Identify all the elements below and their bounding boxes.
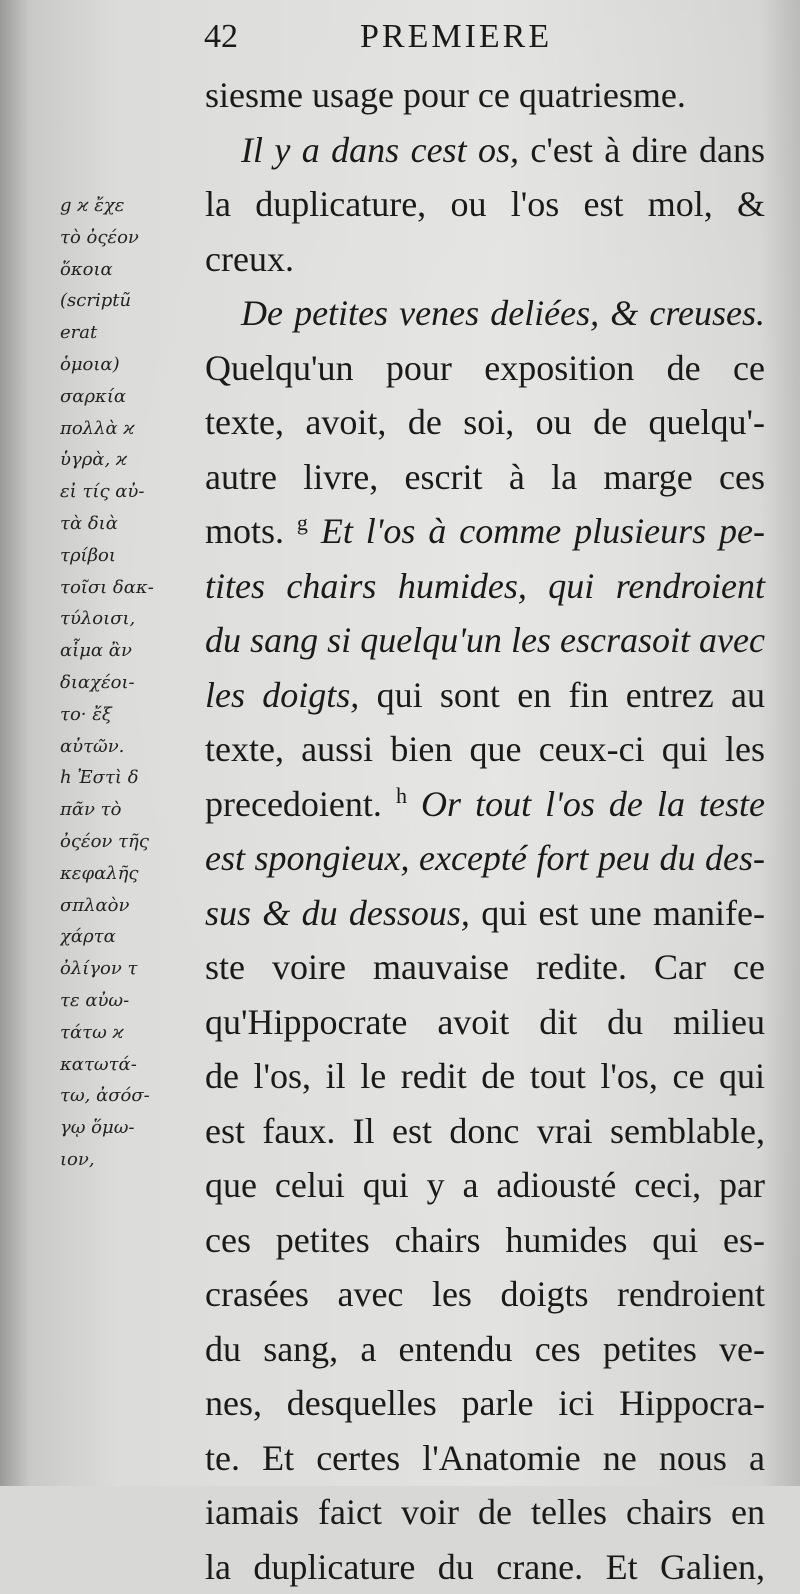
text-line: que celui qui y a adiousté ceci, par xyxy=(205,1158,765,1213)
margin-note-line: εἰ τίς αὐ- xyxy=(60,476,208,508)
text-line: ces petites chairs humides qui es- xyxy=(205,1213,765,1268)
text-line: iamais faict voir de telles chairs en xyxy=(205,1485,765,1540)
margin-note-line: τοῖσι δακ- xyxy=(60,572,208,604)
text-italic: Et l'os à comme plusieurs pe- xyxy=(308,511,765,551)
margin-note-line: κατωτά- xyxy=(60,1049,208,1081)
text-line: te. Et certes l'Anatomie ne nous a xyxy=(205,1431,765,1486)
text-italic: Il y a dans cest os, xyxy=(241,130,519,170)
text-italic: sus & du dessous, xyxy=(205,893,470,933)
text-line: tites chairs humides, qui rendroient xyxy=(205,559,765,614)
margin-note-line: πᾶν τὸ xyxy=(60,794,208,826)
text-line: la duplicature du crane. Et Galien, xyxy=(205,1540,765,1594)
margin-note-line: σπλαὸν xyxy=(60,890,208,922)
margin-note-line: τύλοισι, xyxy=(60,603,208,635)
text-line xyxy=(205,668,765,723)
margin-note-line: h Ἐστὶ δ xyxy=(60,762,208,794)
margin-note-line: κεφαλῆς xyxy=(60,858,208,890)
margin-note-line: erat xyxy=(60,317,208,349)
text-line: ste voire mauvaise redite. Car ce xyxy=(205,940,765,995)
note-marker-h: h xyxy=(396,783,407,808)
running-head: PREMIERE xyxy=(360,18,552,56)
text-roman: qui est une manife- xyxy=(470,893,765,933)
text-line: la duplicature, ou l'os est mol, & xyxy=(205,177,765,232)
text-line: texte, avoit, de soi, ou de quelqu'- xyxy=(205,395,765,450)
margin-note-line: το· ἔξ xyxy=(60,699,208,731)
margin-note-line: τρίβοι xyxy=(60,540,208,572)
margin-note-line: αἷμα ἂν xyxy=(60,635,208,667)
text-roman: qui sont en fin entrez au xyxy=(359,675,765,715)
text-line: crasées avec les doigts rendroient xyxy=(205,1267,765,1322)
text-line: siesme usage pour ce quatriesme. xyxy=(205,68,765,123)
margin-note-line: τὸ ὀςέον xyxy=(60,222,208,254)
margin-note-line: αὐτῶν. xyxy=(60,731,208,763)
margin-note-line: σαρκία xyxy=(60,381,208,413)
margin-notes xyxy=(60,190,208,1176)
text-line xyxy=(205,777,765,832)
text-italic: Or tout l'os de la teste xyxy=(407,784,765,824)
text-line: creux. xyxy=(205,232,765,287)
text-line xyxy=(205,123,765,178)
margin-note-line: γῳ ὅμω- xyxy=(60,1112,208,1144)
text-line: Quelqu'un pour exposition de ce xyxy=(205,341,765,396)
text-line: qu'Hippocrate avoit dit du milieu xyxy=(205,995,765,1050)
margin-note-line: τω, ἀσόσ- xyxy=(60,1080,208,1112)
text-italic: les doigts, xyxy=(205,675,359,715)
page-header xyxy=(200,18,780,66)
main-text-block xyxy=(205,68,765,1594)
margin-note-line: πολλὰ ϰ xyxy=(60,413,208,445)
margin-note-line: (scriptũ xyxy=(60,285,208,317)
margin-note-line: διαχέοι- xyxy=(60,667,208,699)
margin-note-line: τάτω ϰ xyxy=(60,1017,208,1049)
page-number: 42 xyxy=(204,18,238,56)
text-line: de l'os, il le redit de tout l'os, ce qui xyxy=(205,1049,765,1104)
margin-note-line: ὀλίγον τ xyxy=(60,953,208,985)
text-line: De petites venes deliées, & creuses. xyxy=(205,286,765,341)
margin-note-line: ὅκοια xyxy=(60,254,208,286)
margin-note-line: ὀςέον τῆς xyxy=(60,826,208,858)
text-line: texte, aussi bien que ceux-ci qui les xyxy=(205,722,765,777)
text-line: autre livre, escrit à la marge ces xyxy=(205,450,765,505)
text-line xyxy=(205,886,765,941)
text-line: est spongieux, excepté fort peu du des- xyxy=(205,831,765,886)
text-line: du sang, a entendu ces petites ve- xyxy=(205,1322,765,1377)
margin-note-line: ιον, xyxy=(60,1144,208,1176)
text-line: est faux. Il est donc vrai semblable, xyxy=(205,1104,765,1159)
margin-note-line: g ϰ ἔχε xyxy=(60,190,208,222)
text-line xyxy=(205,504,765,559)
margin-note-line: τὰ διὰ xyxy=(60,508,208,540)
margin-note-line: ὑγρὰ, ϰ xyxy=(60,444,208,476)
note-marker-g: g xyxy=(297,510,308,535)
text-roman: mots. xyxy=(205,511,297,551)
margin-note-line: ὁμοια) xyxy=(60,349,208,381)
text-roman: c'est à dire dans xyxy=(519,130,765,170)
margin-note-line: τε αὐω- xyxy=(60,985,208,1017)
text-line: nes, desquelles parle ici Hippocra- xyxy=(205,1376,765,1431)
margin-note-line: χάρτα xyxy=(60,921,208,953)
text-line: du sang si quelqu'un les escrasoit avec xyxy=(205,613,765,668)
text-roman: precedoient. xyxy=(205,784,396,824)
